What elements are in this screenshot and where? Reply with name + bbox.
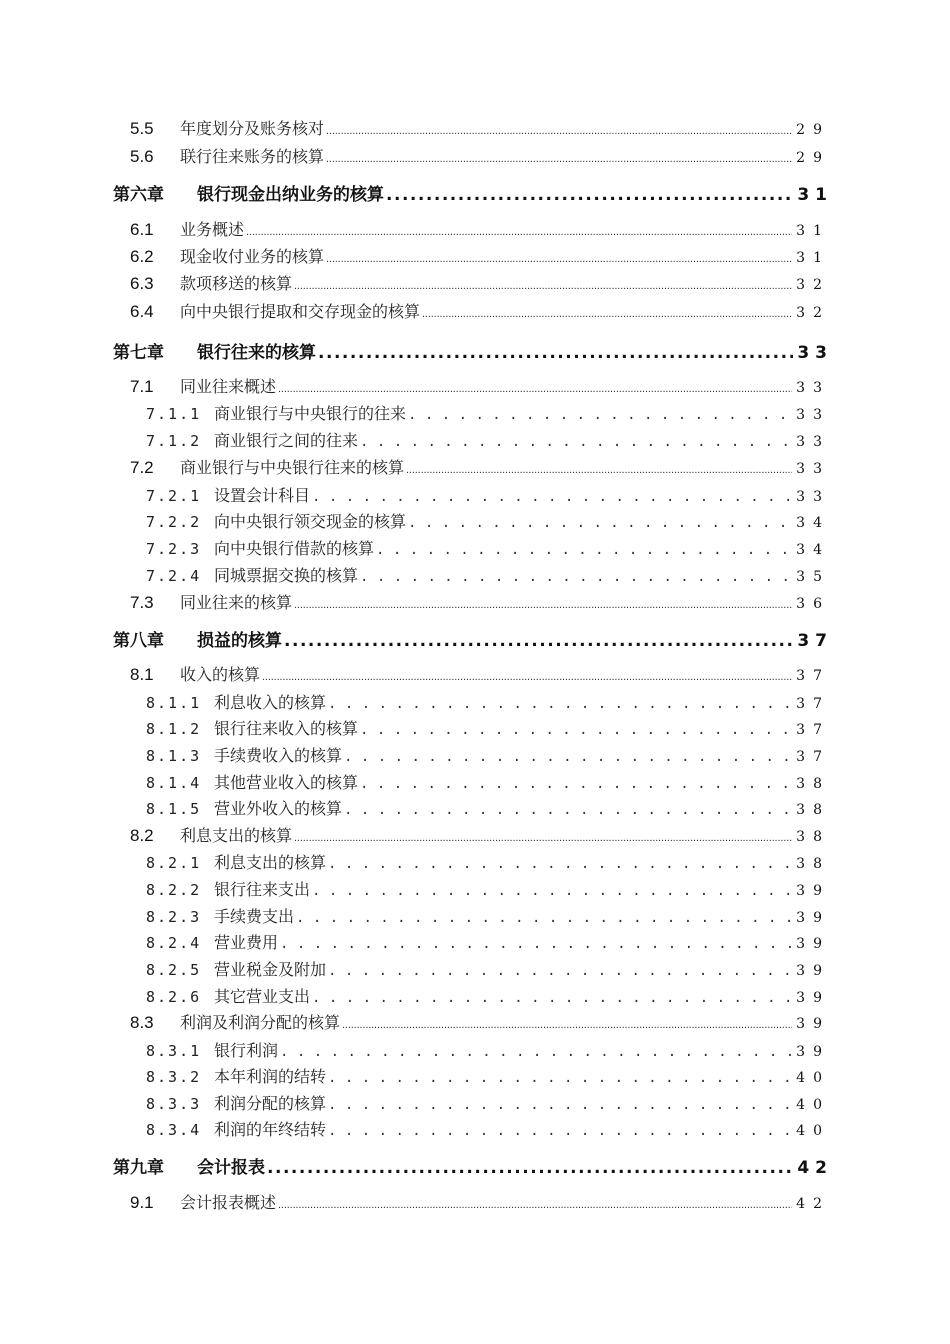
toc-entry[interactable] [146, 716, 830, 739]
entry-number: 8.2.5 [146, 961, 202, 979]
dot-leader [326, 249, 792, 267]
toc-entry[interactable] [113, 180, 833, 205]
entry-title: 其它营业支出 [214, 987, 311, 1006]
toc-entry[interactable] [146, 930, 830, 953]
entry-title: 银行往来的核算 [197, 343, 316, 363]
entry-page: 29 [796, 122, 830, 138]
dot-leader [406, 460, 792, 478]
entry-number: 9.1 [130, 1193, 154, 1212]
dot-leader [262, 667, 792, 685]
toc-entry[interactable] [130, 1190, 830, 1213]
entry-title: 向中央银行提取和交存现金的核算 [180, 302, 421, 321]
entry-number: 6.2 [130, 247, 154, 266]
entry-page: 38 [796, 856, 830, 872]
toc-entry[interactable] [130, 144, 830, 167]
entry-page: 40 [796, 1097, 830, 1113]
entry-title: 商业银行之间的往来 [214, 431, 359, 450]
dot-leader [280, 933, 792, 952]
dot-leader [280, 1041, 792, 1060]
toc-entry[interactable] [130, 217, 830, 240]
toc-entry[interactable] [146, 509, 830, 532]
dot-leader [360, 773, 792, 792]
entry-number: 8.1.4 [146, 774, 202, 792]
entry-title: 业务概述 [180, 220, 245, 239]
entry-page: 37 [797, 631, 833, 651]
toc-entry[interactable] [130, 271, 830, 294]
entry-number: 8.3.3 [146, 1095, 202, 1113]
entry-number: 8.2 [130, 826, 154, 845]
entry-number: 5.5 [130, 119, 154, 138]
entry-page: 40 [796, 1123, 830, 1139]
entry-title: 本年利润的结转 [214, 1067, 327, 1086]
entry-title: 营业税金及附加 [214, 960, 327, 979]
entry-title: 收入的核算 [180, 665, 261, 684]
dot-leader [328, 1094, 792, 1113]
entry-title: 向中央银行领交现金的核算 [214, 512, 407, 531]
toc-entry[interactable] [146, 690, 830, 713]
entry-number: 第七章 [113, 343, 164, 363]
entry-page: 38 [796, 802, 830, 818]
entry-number: 8.1.2 [146, 720, 202, 738]
entry-number: 8.2.3 [146, 908, 202, 926]
entry-title: 年度划分及账务核对 [180, 119, 325, 138]
entry-title: 手续费收入的核算 [214, 746, 343, 765]
entry-number: 5.6 [130, 147, 154, 166]
dot-leader [278, 1195, 792, 1213]
entry-number: 7.1.2 [146, 432, 202, 450]
dot-leader [326, 121, 792, 139]
entry-page: 39 [796, 910, 830, 926]
toc-entry[interactable] [146, 1038, 830, 1061]
entry-number: 8.3 [130, 1013, 154, 1032]
entry-number: 8.2.2 [146, 881, 202, 899]
toc-entry[interactable] [146, 770, 830, 793]
dot-leader [294, 595, 792, 613]
entry-number: 8.2.4 [146, 934, 202, 952]
dot-leader [344, 746, 792, 765]
entry-number: 7.2.3 [146, 540, 202, 558]
toc-entry[interactable] [130, 823, 830, 846]
entry-number: 7.3 [130, 593, 154, 612]
entry-number: 8.2.6 [146, 988, 202, 1006]
toc-entry[interactable] [146, 957, 830, 980]
entry-number: 8.2.1 [146, 854, 202, 872]
entry-page: 39 [796, 1044, 830, 1060]
entry-number: 8.3.2 [146, 1068, 202, 1086]
toc-entry[interactable] [130, 299, 830, 322]
entry-title: 设置会计科目 [214, 486, 311, 505]
entry-title: 损益的核算 [197, 631, 282, 651]
entry-title: 利润分配的核算 [214, 1094, 327, 1113]
entry-page: 37 [796, 668, 830, 684]
entry-title: 同业往来的核算 [180, 593, 293, 612]
toc-entry[interactable] [130, 455, 830, 478]
toc-entry[interactable] [146, 1117, 830, 1140]
toc-entry[interactable] [130, 374, 830, 397]
entry-page: 36 [796, 596, 830, 612]
dot-leader [312, 486, 792, 505]
entry-page: 38 [796, 829, 830, 845]
entry-title: 向中央银行借款的核算 [214, 539, 375, 558]
toc-entry[interactable] [146, 796, 830, 819]
dot-leader [328, 693, 792, 712]
toc-entry[interactable] [146, 401, 830, 424]
toc-entry[interactable] [130, 590, 830, 613]
dot-leader [422, 304, 792, 322]
toc-entry[interactable] [130, 116, 830, 139]
dot-leader [246, 222, 792, 240]
entry-number: 6.1 [130, 220, 154, 239]
entry-number: 6.3 [130, 274, 154, 293]
entry-number: 8.1.5 [146, 800, 202, 818]
entry-title: 商业银行与中央银行往来的核算 [180, 458, 405, 477]
entry-title: 银行现金出纳业务的核算 [197, 185, 384, 205]
entry-page: 33 [796, 461, 830, 477]
entry-page: 33 [796, 434, 830, 450]
dot-leader [326, 149, 792, 167]
toc-entry[interactable] [146, 904, 830, 927]
toc-entry[interactable] [146, 877, 830, 900]
dot-leader [328, 960, 792, 979]
dot-leader [360, 719, 792, 738]
entry-title: 银行往来支出 [214, 880, 311, 899]
toc-entry[interactable] [113, 626, 833, 651]
entry-page: 31 [797, 185, 833, 205]
dot-leader [312, 987, 792, 1006]
entry-title: 会计报表概述 [180, 1193, 277, 1212]
entry-number: 7.2 [130, 458, 154, 477]
entry-title: 利息支出的核算 [214, 853, 327, 872]
toc-entry[interactable] [146, 850, 830, 873]
dot-leader [408, 512, 792, 531]
dot-leader [342, 1015, 792, 1033]
entry-page: 40 [796, 1070, 830, 1086]
entry-title: 利润及利润分配的核算 [180, 1013, 341, 1032]
entry-title: 款项移送的核算 [180, 274, 293, 293]
dot-leader [328, 1120, 792, 1139]
entry-page: 39 [796, 1016, 830, 1032]
toc-entry[interactable] [146, 1091, 830, 1114]
dot-leader [267, 1158, 793, 1178]
entry-page: 29 [796, 150, 830, 166]
entry-page: 31 [796, 250, 830, 266]
toc-entry[interactable] [146, 483, 830, 506]
toc-entry[interactable] [146, 1064, 830, 1087]
dot-leader [408, 404, 792, 423]
dot-leader [312, 880, 792, 899]
entry-title: 手续费支出 [214, 907, 295, 926]
dot-leader [318, 343, 793, 363]
entry-page: 34 [796, 515, 830, 531]
dot-leader [296, 907, 792, 926]
entry-page: 37 [796, 749, 830, 765]
entry-number: 7.1.1 [146, 405, 202, 423]
dot-leader [294, 276, 792, 294]
toc-entry[interactable] [146, 743, 830, 766]
entry-page: 34 [796, 542, 830, 558]
entry-title: 现金收付业务的核算 [180, 247, 325, 266]
entry-page: 35 [796, 569, 830, 585]
entry-page: 37 [796, 722, 830, 738]
entry-title: 同城票据交换的核算 [214, 566, 359, 585]
entry-number: 8.3.1 [146, 1042, 202, 1060]
toc-entry[interactable] [130, 662, 830, 685]
dot-leader [328, 1067, 792, 1086]
entry-title: 会计报表 [197, 1158, 265, 1178]
dot-leader [376, 539, 792, 558]
entry-title: 同业往来概述 [180, 377, 277, 396]
entry-title: 利润的年终结转 [214, 1120, 327, 1139]
entry-number: 6.4 [130, 302, 154, 321]
entry-number: 8.3.4 [146, 1121, 202, 1139]
entry-number: 7.2.1 [146, 487, 202, 505]
entry-number: 7.2.2 [146, 513, 202, 531]
toc-entry[interactable] [146, 563, 830, 586]
entry-title: 商业银行与中央银行的往来 [214, 404, 407, 423]
dot-leader [328, 853, 792, 872]
toc-entry[interactable] [146, 428, 830, 451]
entry-title: 银行利润 [214, 1041, 279, 1060]
dot-leader [284, 631, 793, 651]
toc-entry[interactable] [130, 1010, 830, 1033]
entry-page: 32 [796, 305, 830, 321]
entry-page: 39 [796, 936, 830, 952]
entry-page: 39 [796, 963, 830, 979]
dot-leader [360, 566, 792, 585]
toc-entry[interactable] [113, 338, 833, 363]
entry-number: 8.1 [130, 665, 154, 684]
dot-leader [386, 185, 793, 205]
entry-number: 8.1.1 [146, 694, 202, 712]
entry-page: 42 [797, 1158, 833, 1178]
entry-title: 银行往来收入的核算 [214, 719, 359, 738]
dot-leader [344, 799, 792, 818]
entry-page: 39 [796, 883, 830, 899]
entry-page: 33 [796, 380, 830, 396]
entry-number: 第六章 [113, 185, 164, 205]
toc-entry[interactable] [113, 1153, 833, 1178]
entry-number: 7.2.4 [146, 567, 202, 585]
entry-page: 39 [796, 990, 830, 1006]
entry-number: 7.1 [130, 377, 154, 396]
toc-entry[interactable] [146, 984, 830, 1007]
entry-page: 37 [796, 696, 830, 712]
entry-title: 联行往来账务的核算 [180, 147, 325, 166]
dot-leader [278, 379, 792, 397]
entry-page: 33 [797, 343, 833, 363]
entry-page: 31 [796, 223, 830, 239]
entry-page: 38 [796, 776, 830, 792]
entry-page: 32 [796, 277, 830, 293]
dot-leader [360, 431, 792, 450]
entry-title: 营业费用 [214, 933, 279, 952]
toc-entry[interactable] [146, 536, 830, 559]
entry-title: 其他营业收入的核算 [214, 773, 359, 792]
entry-title: 利息收入的核算 [214, 693, 327, 712]
entry-number: 第九章 [113, 1158, 164, 1178]
toc-entry[interactable] [130, 244, 830, 267]
dot-leader [294, 828, 792, 846]
entry-title: 营业外收入的核算 [214, 799, 343, 818]
entry-title: 利息支出的核算 [180, 826, 293, 845]
entry-page: 42 [796, 1196, 830, 1212]
entry-page: 33 [796, 489, 830, 505]
entry-page: 33 [796, 407, 830, 423]
entry-number: 第八章 [113, 631, 164, 651]
entry-number: 8.1.3 [146, 747, 202, 765]
